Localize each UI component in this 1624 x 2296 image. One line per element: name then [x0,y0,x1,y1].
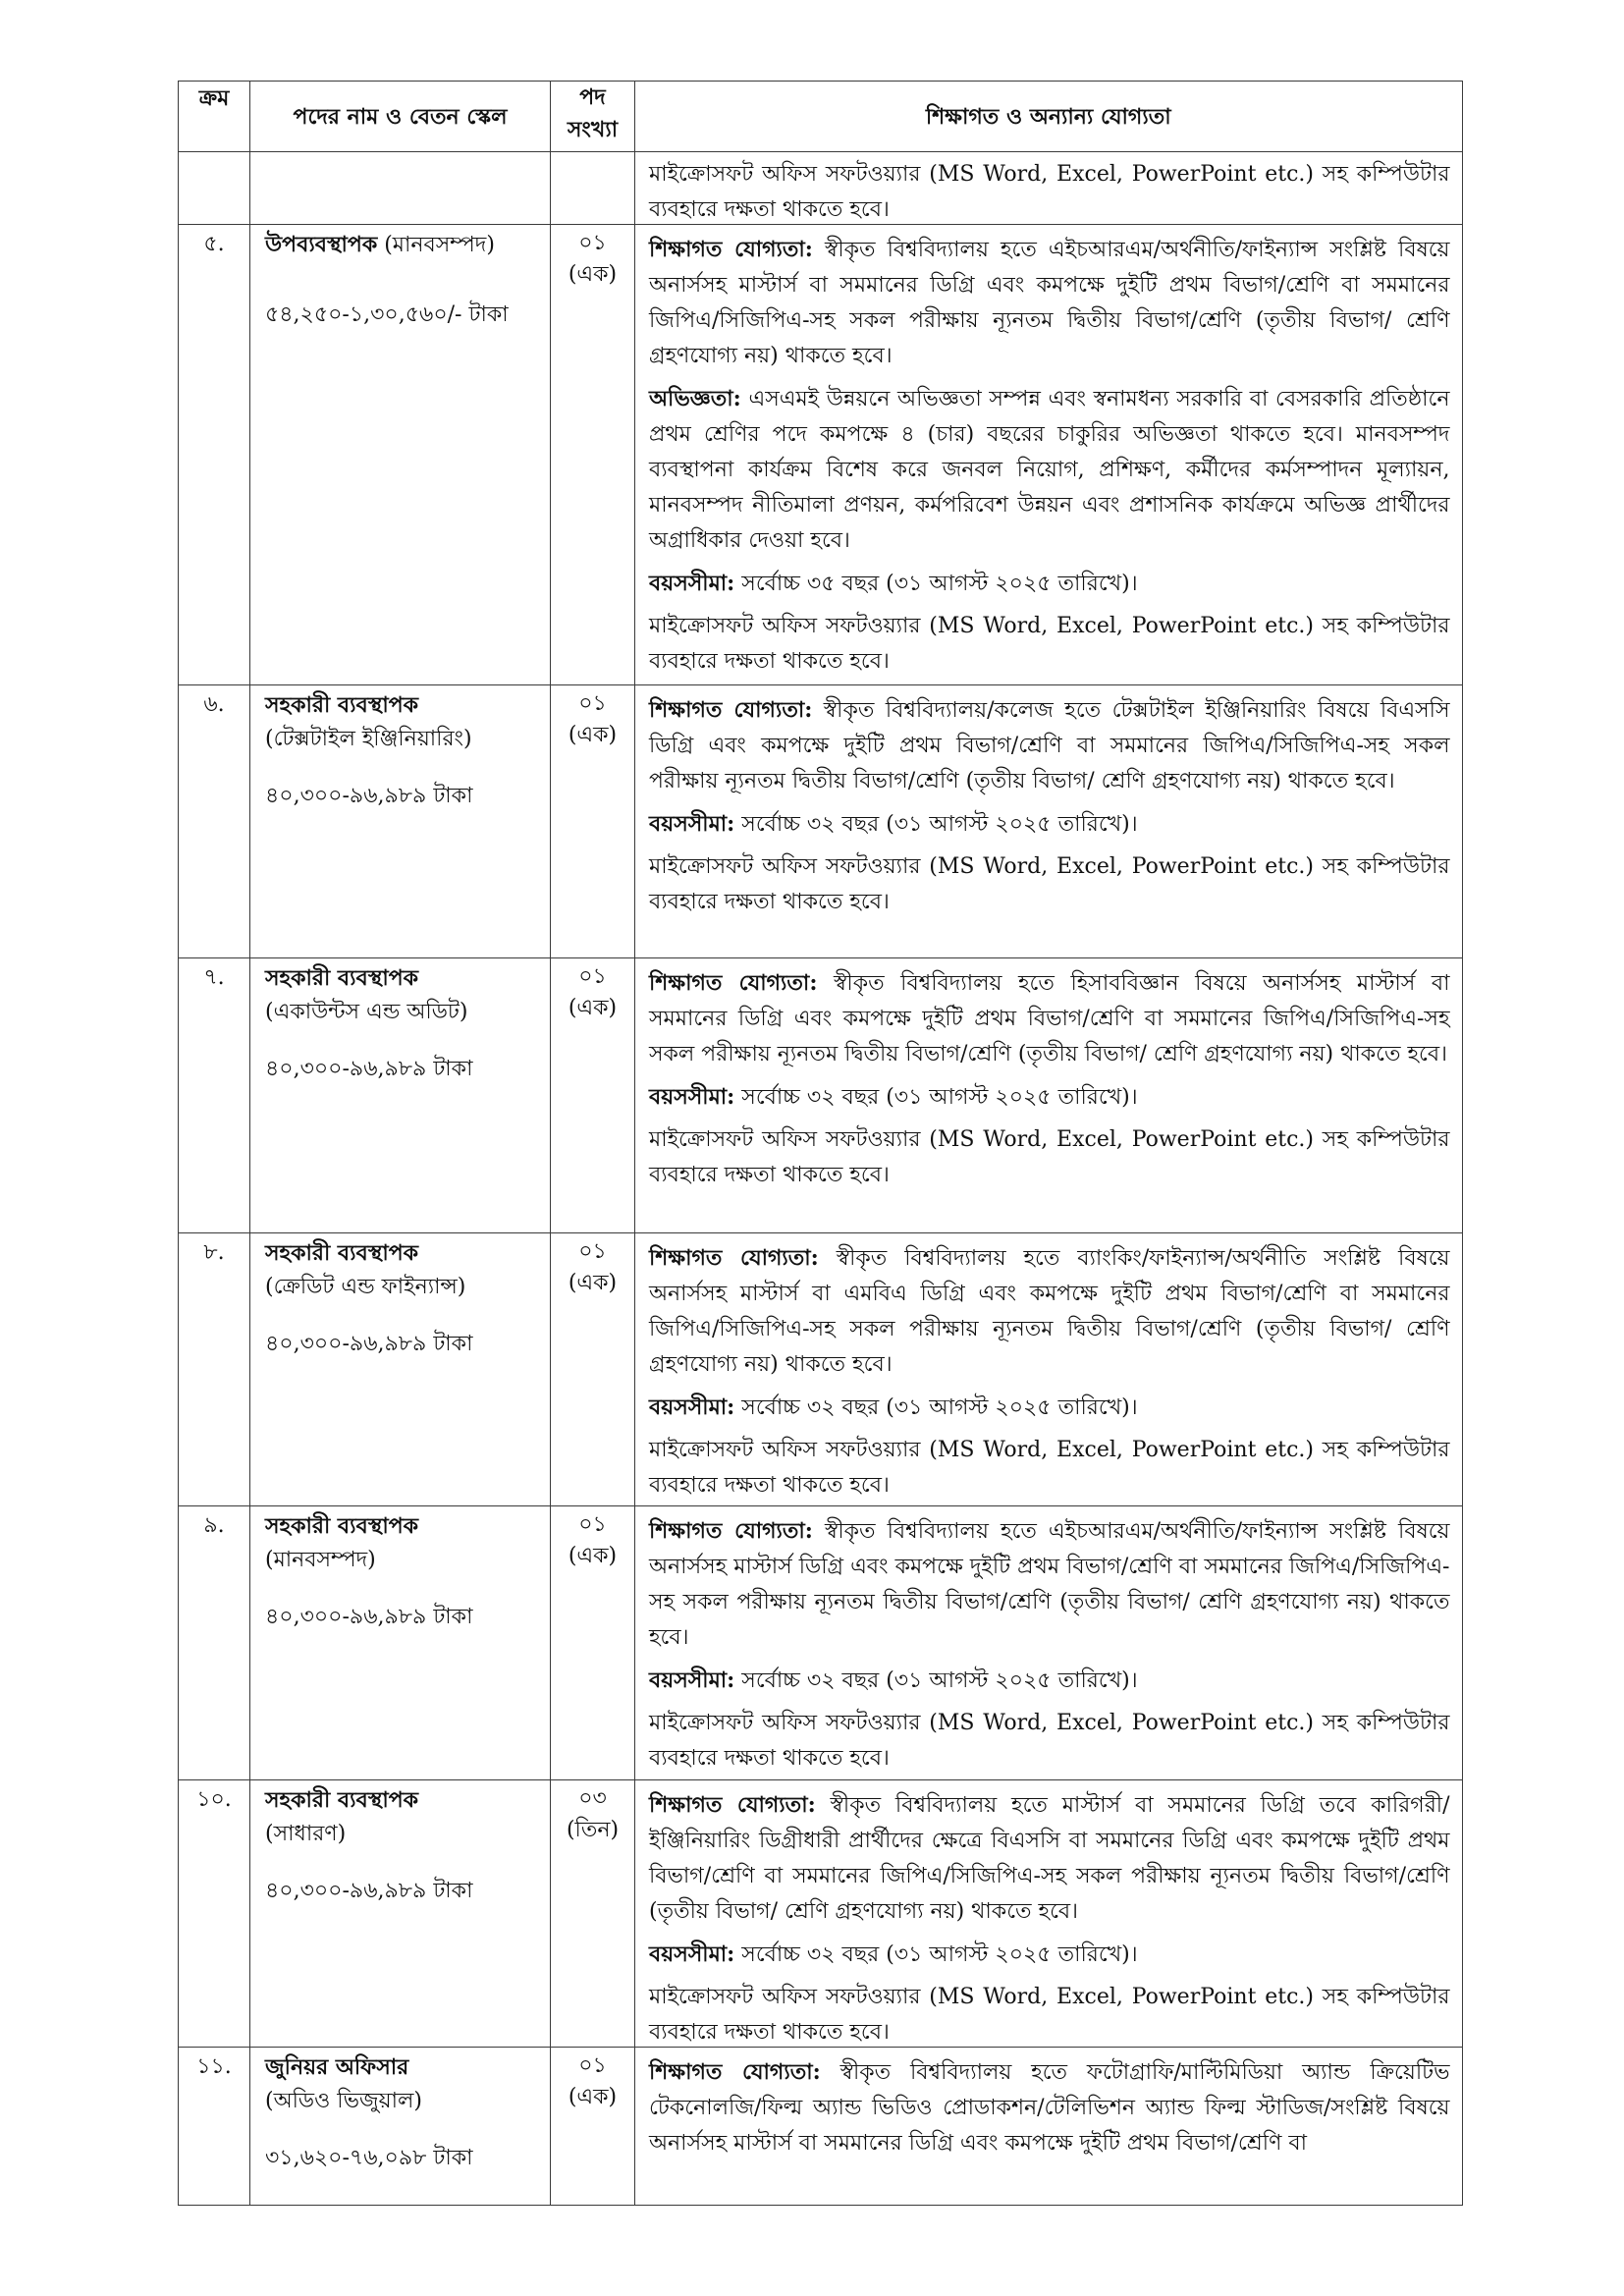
pay-scale: ৪০,৩০০-৯৬,৯৮৯ টাকা [265,1332,473,1356]
serial-number: ৬. [203,692,225,717]
serial-number: ৯. [203,1513,225,1538]
post-count-cell [551,685,635,958]
computer-skill-paragraph: মাইক্রোসফট অফিস সফটওয়্যার (MS Word, Excel, PowerPoint etc.) সহ কম্পিউটার ব্যবহারে দক্ষতা থাকতে হবে। [649,1985,1450,2045]
post-title-line [265,2050,542,2085]
post-title: সহকারী ব্যবস্থাপক [265,1240,419,1266]
post-cell [250,152,551,225]
post-department: (মানবসম্পদ) [384,233,495,257]
education-paragraph [649,2054,1450,2161]
header-count-line2: সংখ্যা [567,117,619,142]
serial-number: ৭. [203,965,225,990]
age-limit-label: বয়সসীমা: [649,811,735,837]
header-post-label: পদের নাম ও বেতন স্কেল [293,103,508,130]
age-limit-text: সর্বোচ্চ ৩৫ বছর (৩১ আগস্ট ২০২৫ তারিখে)। [741,572,1138,596]
age-limit-text: সর্বোচ্চ ৩২ বছর (৩১ আগস্ট ২০২৫ তারিখে)। [741,1085,1138,1110]
post-title-line [265,1783,542,1818]
education-paragraph [649,692,1450,799]
pay-scale: ৪০,৩০০-৯৬,৯৮৯ টাকা [265,784,473,808]
education-label: শিক্ষাগত যোগ্যতা: [649,1245,819,1271]
post-count-words: (তিন) [566,1818,620,1842]
post-count-words: (এক) [568,2085,618,2109]
table-row [179,1233,1463,1506]
serial-cell [179,958,250,1233]
pay-scale: ৪০,৩০০-৯৬,৯৮৯ টাকা [265,1879,473,1903]
serial-cell [179,225,250,685]
post-count-cell [551,152,635,225]
table-row [179,685,1463,958]
post-count-cell [551,2048,635,2206]
serial-cell [179,2048,250,2206]
table-row [179,1506,1463,1780]
post-count: ০১ [578,231,607,255]
qualification-cell [635,2048,1463,2206]
education-paragraph [649,1787,1450,1930]
post-department: (টেক্সটাইল ইঞ্জিনিয়ারিং) [265,727,472,751]
education-text: স্বীকৃত বিশ্ববিদ্যালয় হতে এইচআরএম/অর্থনীতি/ফাইন্যান্স সংশ্লিষ্ট বিষয়ে অনার্সসহ মাস্টার্স বা সমমানের ডিগ্রি এবং কমপক্ষে দুইটি প্রথম বিভাগ/শ্রেণি বা সমমানের জিপিএ/সিজিপিএ-সহ সকল পরীক্ষায় ন্যূনতম দ্বিতীয় বিভাগ/শ্রেণি (তৃতীয় বিভাগ/ শ্রেণি গ্রহণযোগ্য নয়) থাকতে হবে। [649,238,1450,368]
computer-skill-paragraph: মাইক্রোসফট অফিস সফটওয়্যার (MS Word, Excel, PowerPoint etc.) সহ কম্পিউটার ব্যবহারে দক্ষতা থাকতে হবে। [649,162,1450,222]
post-title: সহকারী ব্যবস্থাপক [265,1787,419,1813]
age-limit-paragraph [649,1937,1450,1973]
post-cell [250,1780,551,2048]
age-limit-label: বয়সসীমা: [649,1394,735,1420]
age-limit-paragraph [649,806,1450,843]
post-cell [250,225,551,685]
serial-cell [179,685,250,958]
qualification-cell [635,1780,1463,2048]
education-text: স্বীকৃত বিশ্ববিদ্যালয়/কলেজ হতে টেক্সটাইল ইঞ্জিনিয়ারিং বিষয়ে বিএসসি ডিগ্রি এবং কমপক্ষে দুইটি প্রথম বিভাগ/শ্রেণি বা সমমানের জিপিএ/সিজিপিএ-সহ সকল পরীক্ষায় ন্যূনতম দ্বিতীয় বিভাগ/শ্রেণি (তৃতীয় বিভাগ/ শ্রেণি গ্রহণযোগ্য নয়) থাকতে হবে। [649,698,1450,793]
education-text: স্বীকৃত বিশ্ববিদ্যালয় হতে ফটোগ্রাফি/মাল্টিমিডিয়া অ্যান্ড ক্রিয়েটিভ টেকনোলজি/ফিল্ম অ্যান্ড ভিডিও প্রোডাকশন/টেলিভিশন অ্যান্ড ফিল্ম স্টাডিজ/সংশ্লিষ্ট বিষয়ে অনার্সসহ মাস্টার্স বা সমমানের ডিগ্রি এবং কমপক্ষে দুইটি প্রথম বিভাগ/শ্রেণি বা [649,2060,1450,2156]
post-count-words: (এক) [568,1271,618,1295]
serial-number: ১০. [196,1787,232,1812]
computer-skill-paragraph: মাইক্রোসফট অফিস সফটওয়্যার (MS Word, Excel, PowerPoint etc.) সহ কম্পিউটার ব্যবহারে দক্ষতা থাকতে হবে। [649,614,1450,674]
table-header-row [179,82,1463,152]
education-text: স্বীকৃত বিশ্ববিদ্যালয় হতে এইচআরএম/অর্থনীতি/ফাইন্যান্স সংশ্লিষ্ট বিষয়ে অনার্সসহ মাস্টার্স ডিগ্রি এবং কমপক্ষে দুইটি প্রথম বিভাগ/শ্রেণি বা সমমানের জিপিএ/সিজিপিএ-সহ সকল পরীক্ষায় ন্যূনতম দ্বিতীয় বিভাগ/শ্রেণি (তৃতীয় বিভাগ/ শ্রেণি গ্রহণযোগ্য নয়) থাকতে হবে। [649,1519,1450,1650]
post-title-line [265,228,542,262]
serial-number: ৫. [203,232,225,256]
post-cell [250,1506,551,1780]
post-title-line [265,961,542,996]
education-label: শিক্ষাগত যোগ্যতা: [649,237,813,262]
serial-cell [179,152,250,225]
qualification-cell [635,152,1463,225]
table-row [179,2048,1463,2206]
qualification-cell [635,1233,1463,1506]
post-title: জুনিয়র অফিসার [265,2054,409,2080]
computer-skill-paragraph: মাইক্রোসফট অফিস সফটওয়্যার (MS Word, Excel, PowerPoint etc.) সহ কম্পিউটার ব্যবহারে দক্ষতা থাকতে হবে। [649,1711,1450,1771]
education-paragraph [649,1513,1450,1656]
header-post [250,82,551,152]
post-count-cell [551,225,635,685]
pay-scale: ৫৪,২৫০-১,৩০,৫৬০/- টাকা [265,302,509,327]
post-title-line [265,1236,542,1271]
post-department: (সাধারণ) [265,1822,347,1846]
education-label: শিক্ষাগত যোগ্যতা: [649,1792,816,1818]
education-label: শিক্ষাগত যোগ্যতা: [649,970,818,996]
age-limit-label: বয়সসীমা: [649,571,735,596]
age-limit-label: বয়সসীমা: [649,1084,735,1110]
age-limit-label: বয়সসীমা: [649,1941,735,1967]
experience-label: অভিজ্ঞতা: [649,386,741,411]
post-count-cell [551,1780,635,2048]
header-count [551,82,635,152]
header-qualification-label: শিক্ষাগত ও অন্যান্য যোগ্যতা [925,103,1171,130]
experience-text: এসএমই উন্নয়নে অভিজ্ঞতা সম্পন্ন এবং স্বনামধন্য সরকারি বা বেসরকারি প্রতিষ্ঠানে প্রথম শ্রেণির পদে কমপক্ষে ৪ (চার) বছরের চাকুরির অভিজ্ঞতা থাকতে হবে। মানবসম্পদ ব্যবস্থাপনা কার্যক্রম বিশেষ করে জনবল নিয়োগ, প্রশিক্ষণ, কর্মীদের কর্মসম্পাদন মূল্যায়ন, মানবসম্পদ নীতিমালা প্রণয়ন, কর্মপরিবেশ উন্নয়ন এবং প্রশাসনিক কার্যক্রমে অভিজ্ঞ প্রার্থীদের অগ্রাধিকার দেওয়া হবে। [649,387,1450,553]
post-title: উপব্যবস্থাপক [265,232,378,257]
post-count: ০৩ [578,1786,607,1811]
post-count-words: (এক) [568,262,618,287]
table-row [179,1780,1463,2048]
education-text: স্বীকৃত বিশ্ববিদ্যালয় হতে ব্যাংকিং/ফাইন্যান্স/অর্থনীতি সংশ্লিষ্ট বিষয়ে অনার্সসহ মাস্টার্স বা এমবিএ ডিগ্রি এবং কমপক্ষে দুইটি প্রথম বিভাগ/শ্রেণি বা সমমানের জিপিএ/সিজিপিএ-সহ সকল পরীক্ষায় ন্যূনতম দ্বিতীয় বিভাগ/শ্রেণি (তৃতীয় বিভাগ/ শ্রেণি গ্রহণযোগ্য নয়) থাকতে হবে। [649,1246,1450,1377]
computer-skill-paragraph: মাইক্রোসফট অফিস সফটওয়্যার (MS Word, Excel, PowerPoint etc.) সহ কম্পিউটার ব্যবহারে দক্ষতা থাকতে হবে। [649,1127,1450,1187]
post-department: (মানবসম্পদ) [265,1548,376,1572]
age-limit-paragraph [649,1663,1450,1699]
post-department: (একাউন্টস এন্ড অডিট) [265,1000,468,1024]
post-cell [250,1233,551,1506]
header-count-line1: পদ [579,84,606,110]
post-count-cell [551,1233,635,1506]
age-limit-text: সর্বোচ্চ ৩২ বছর (৩১ আগস্ট ২০২৫ তারিখে)। [741,1668,1138,1693]
recruitment-table [178,81,1463,2206]
serial-number: ৮. [203,1240,225,1265]
qualification-cell [635,685,1463,958]
education-label: শিক্ষাগত যোগ্যতা: [649,697,813,723]
education-text: স্বীকৃত বিশ্ববিদ্যালয় হতে হিসাববিজ্ঞান বিষয়ে অনার্সসহ মাস্টার্স বা সমমানের ডিগ্রি এবং কমপক্ষে দুইটি প্রথম বিভাগ/শ্রেণি বা সমমানের জিপিএ/সিজিপিএ-সহ সকল পরীক্ষায় ন্যূনতম দ্বিতীয় বিভাগ/শ্রেণি (তৃতীয় বিভাগ/ শ্রেণি গ্রহণযোগ্য নয়) থাকতে হবে। [649,971,1450,1066]
serial-cell [179,1233,250,1506]
table-row-continuation [179,152,1463,225]
post-count: ০১ [578,691,607,716]
post-cell [250,2048,551,2206]
serial-cell [179,1780,250,2048]
age-limit-paragraph [649,1390,1450,1426]
post-count: ০১ [578,964,607,989]
header-serial: ক্রম [179,82,250,152]
post-count-cell [551,1506,635,1780]
pay-scale: ৩১,৬২০-৭৬,০৯৮ টাকা [265,2146,473,2170]
post-title: সহকারী ব্যবস্থাপক [265,692,419,718]
education-paragraph [649,965,1450,1072]
post-title-line [265,1509,542,1544]
post-title-line [265,688,542,723]
post-title: সহকারী ব্যবস্থাপক [265,965,419,991]
post-title: সহকারী ব্যবস্থাপক [265,1513,419,1539]
education-label: শিক্ষাগত যোগ্যতা: [649,2059,821,2085]
age-limit-paragraph [649,566,1450,602]
post-count-words: (এক) [568,723,618,747]
education-paragraph [649,1240,1450,1383]
age-limit-text: সর্বোচ্চ ৩২ বছর (৩১ আগস্ট ২০২৫ তারিখে)। [741,812,1138,837]
post-department: (অডিও ভিজুয়াল) [265,2089,422,2113]
experience-paragraph [649,381,1450,559]
header-qualification [635,82,1463,152]
serial-number: ১১. [196,2054,232,2079]
post-count-words: (এক) [568,1544,618,1568]
post-count: ০১ [578,2053,607,2078]
table-row [179,958,1463,1233]
qualification-cell [635,1506,1463,1780]
computer-skill-paragraph: মাইক্রোসফট অফিস সফটওয়্যার (MS Word, Excel, PowerPoint etc.) সহ কম্পিউটার ব্যবহারে দক্ষতা থাকতে হবে। [649,854,1450,914]
age-limit-text: সর্বোচ্চ ৩২ বছর (৩১ আগস্ট ২০২৫ তারিখে)। [741,1395,1138,1420]
post-count: ০১ [578,1512,607,1537]
post-count-words: (এক) [568,996,618,1020]
education-paragraph [649,232,1450,374]
computer-skill-paragraph: মাইক্রোসফট অফিস সফটওয়্যার (MS Word, Excel, PowerPoint etc.) সহ কম্পিউটার ব্যবহারে দক্ষতা থাকতে হবে। [649,1438,1450,1498]
pay-scale: ৪০,৩০০-৯৬,৯৮৯ টাকা [265,1605,473,1629]
post-department: (ক্রেডিট এন্ড ফাইন্যান্স) [265,1275,466,1299]
qualification-cell [635,225,1463,685]
post-count-cell [551,958,635,1233]
post-count: ০১ [578,1239,607,1264]
post-cell [250,958,551,1233]
education-text: স্বীকৃত বিশ্ববিদ্যালয় হতে মাস্টার্স বা সমমানের ডিগ্রি তবে কারিগরী/ইঞ্জিনিয়ারিং ডিগ্রীধারী প্রার্থীদের ক্ষেত্রে বিএসসি বা সমমানের ডিগ্রি এবং কমপক্ষে দুইটি প্রথম বিভাগ/শ্রেণি বা সমমানের জিপিএ/সিজিপিএ-সহ সকল পরীক্ষায় ন্যূনতম দ্বিতীয় বিভাগ/শ্রেণি (তৃতীয় বিভাগ/ শ্রেণি গ্রহণযোগ্য নয়) থাকতে হবে। [649,1793,1450,1924]
education-label: শিক্ষাগত যোগ্যতা: [649,1518,813,1544]
post-cell [250,685,551,958]
serial-cell [179,1506,250,1780]
age-limit-label: বয়সসীমা: [649,1667,735,1693]
table-row [179,225,1463,685]
age-limit-text: সর্বোচ্চ ৩২ বছর (৩১ আগস্ট ২০২৫ তারিখে)। [741,1942,1138,1967]
pay-scale: ৪০,৩০০-৯৬,৯৮৯ টাকা [265,1057,473,1081]
age-limit-paragraph [649,1079,1450,1116]
qualification-cell [635,958,1463,1233]
